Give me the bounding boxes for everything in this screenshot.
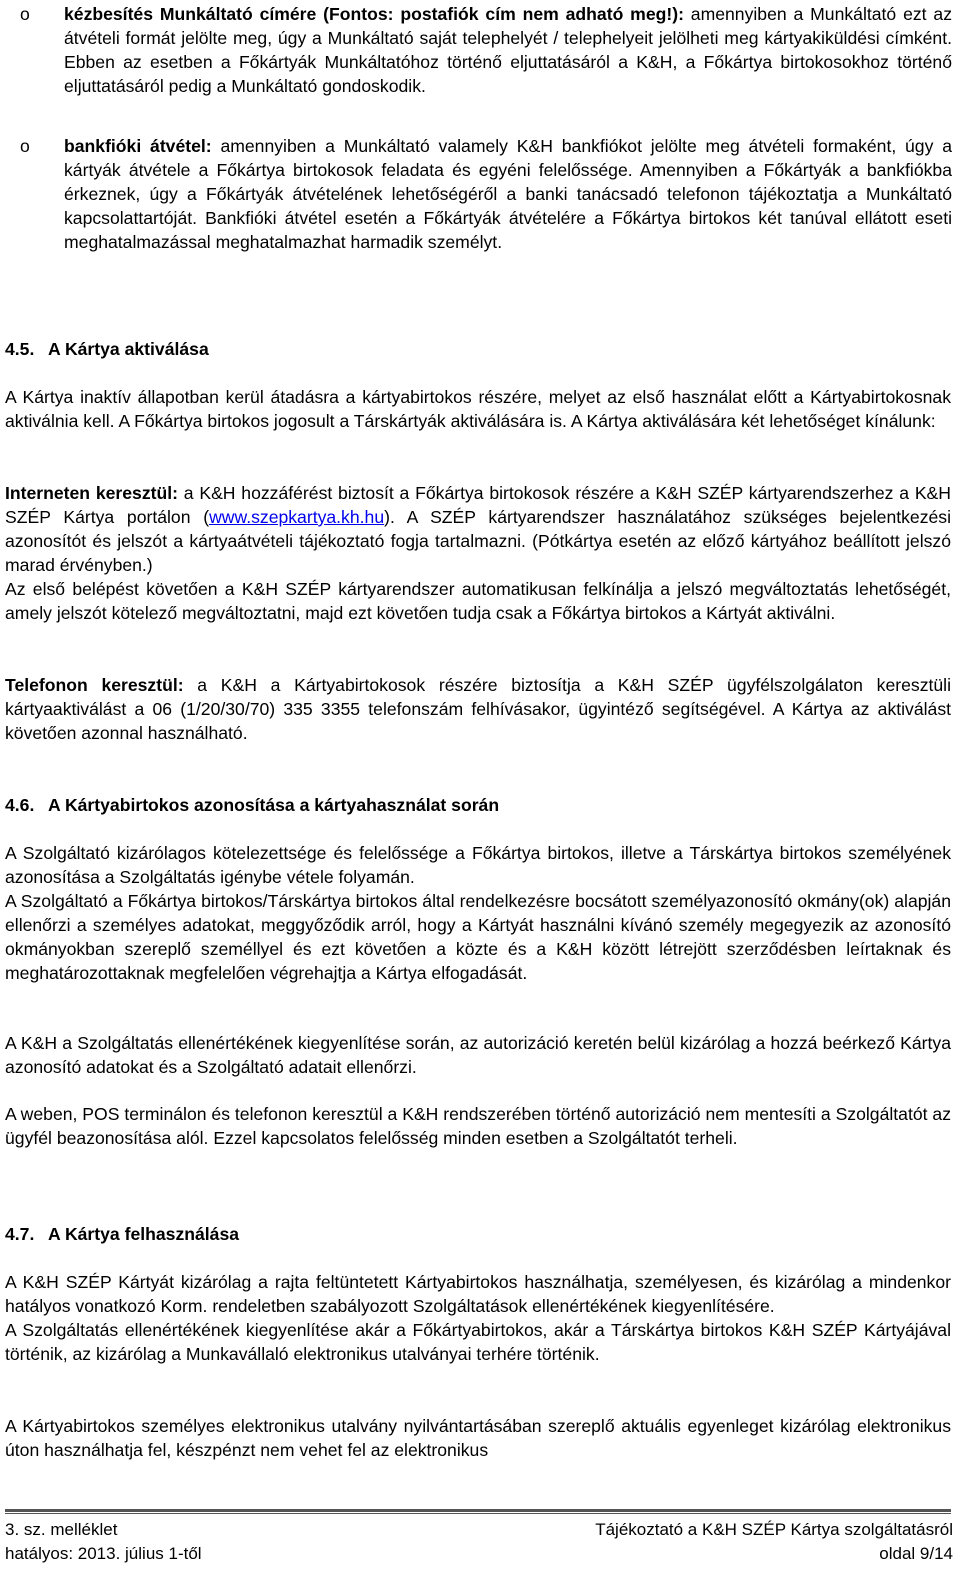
footer-page-number: oldal 9/14 xyxy=(879,1544,953,1563)
section-heading-4-5 xyxy=(5,337,951,361)
paragraph-text: A Szolgáltató kizárólagos kötelezettsége és felelőssége a Főkártya birtokos, illetve a Társkártya birtokos személyének azonosítása a Szolgáltatás igénybe vétele folyamán. xyxy=(5,843,951,887)
paragraph-lead: Interneten keresztül: xyxy=(5,483,178,503)
section-title: A Kártyabirtokos azonosítása a kártyahasználat során xyxy=(48,795,500,815)
footer-rule xyxy=(5,1509,951,1512)
paragraph xyxy=(5,385,951,433)
paragraph xyxy=(5,481,951,625)
paragraph-text: A Szolgáltató a Főkártya birtokos/Társkártya birtokos által rendelkezésre bocsátott személyazonosító okmány(ok) alapján ellenőrzi a személyes adatokat, meggyőződik arról, hogy a Kártyát használni kívánó személy megegyezik az azonosító okmányokban szereplő személlyel és ezt követően a közte és a K&H között létrejött szerződésben leírtaknak és meghatározottaknak megfelelően végrehajtja a Kártya elfogadását. xyxy=(5,891,951,983)
section-number: 4.6. xyxy=(5,795,35,815)
bullet-heading: kézbesítés Munkáltató címére (Fontos: postafiók cím nem adható meg!): xyxy=(64,4,684,24)
paragraph xyxy=(5,841,951,985)
footer-rule-thin xyxy=(5,1513,951,1514)
paragraph-text: A weben, POS terminálon és telefonon keresztül a K&H rendszerében történő autorizáció nem mentesíti a Szolgáltatót az ügyfél beazonosítása alól. Ezzel kapcsolatos felelősség minden esetben a Szolgáltatót terheli. xyxy=(5,1104,951,1148)
bullet-body: amennyiben a Munkáltató valamely K&H bankfiókot jelölte meg átvételi formaként, úgy a kártyák átvétele a Főkártya birtokosok feladata és egyéni felelőssége. Amennyiben a Főkártyák a bankfiókba érkeznek, úgy a Főkártyák átvételének lehetőségéről a banki tanácsadó telefonon tájékoztatja a Munkáltató kapcsolattartóját. Bankfióki átvétel esetén a Főkártyák átvételére a Főkártya birtokos két tanúval ellátott eseti meghatalmazással meghatalmazhat harmadik személyt. xyxy=(64,136,952,252)
paragraph xyxy=(5,1270,951,1366)
section-number: 4.7. xyxy=(5,1224,35,1244)
footer-effective-date: hatályos: 2013. július 1-től xyxy=(5,1544,202,1563)
paragraph-text: A Kártya inaktív állapotban kerül átadásra a kártyabirtokos részére, melyet az első használat előtt a Kártyabirtokosnak aktiválnia kell. A Főkártya birtokos jogosult a Társkártyák aktiválására is. A Kártya aktiválására két lehetőséget kínálunk: xyxy=(5,387,951,431)
bullet-body: amennyiben a Munkáltató ezt az átvételi formát jelölte meg, úgy a Munkáltató saját telephelyét / telephelyeit jelölheti meg kártyakiküldési címként. Ebben az esetben a Főkártyák Munkáltatóhoz történő eljuttatásáról a K&H, a Főkártya birtokosokhoz történő eljuttatásáról pedig a Munkáltató gondoskodik. xyxy=(64,4,952,96)
paragraph-text: A K&H SZÉP Kártyát kizárólag a rajta feltüntetett Kártyabirtokos használhatja, személyesen, és kizárólag a mindenkor hatályos vonatkozó Korm. rendeletben szabályozott Szolgáltatások ellenértékének kiegyenlítésére. xyxy=(5,1272,951,1316)
footer-doc-title: Tájékoztató a K&H SZÉP Kártya szolgáltatásról xyxy=(595,1520,953,1539)
paragraph-text: ). A SZÉP kártyarendszer használatához szükséges bejelentkezési azonosítót és jelszót a kártyaátvételi tájékoztató fogja tartalmazni. (Pótkártya esetén az előző kártyához beállított jelszó marad érvényben.) xyxy=(5,507,951,575)
paragraph xyxy=(5,1102,951,1150)
footer-annex: 3. sz. melléklet xyxy=(5,1520,118,1539)
portal-link[interactable]: www.szepkartya.kh.hu xyxy=(209,507,385,527)
paragraph-text: A Kártyabirtokos személyes elektronikus utalvány nyilvántartásában szereplő aktuális egyenleget kizárólag elektronikus úton használhatja fel, készpénzt nem vehet fel az elektronikus xyxy=(5,1416,951,1460)
bullet-item-kezbesites xyxy=(64,2,952,98)
section-heading-4-6 xyxy=(5,793,951,817)
bullet-marker: o xyxy=(20,136,30,156)
section-heading-4-7 xyxy=(5,1222,951,1246)
section-title: A Kártya aktiválása xyxy=(48,339,209,359)
paragraph-text: A K&H a Szolgáltatás ellenértékének kiegyenlítése során, az autorizáció keretén belül kizárólag a hozzá beérkező Kártya azonosító adatokat és a Szolgáltató adatait ellenőrzi. xyxy=(5,1033,951,1077)
paragraph-text: A Szolgáltatás ellenértékének kiegyenlítése akár a Főkártyabirtokos, akár a Társkártya birtokos K&H SZÉP Kártyájával történik, az kizárólag a Munkavállaló elektronikus utalványai terhére történik. xyxy=(5,1320,951,1364)
paragraph-lead: Telefonon keresztül: xyxy=(5,675,184,695)
section-title: A Kártya felhasználása xyxy=(48,1224,240,1244)
bullet-heading: bankfióki átvétel: xyxy=(64,136,212,156)
paragraph xyxy=(5,1031,951,1079)
bullet-marker: o xyxy=(20,4,30,24)
paragraph-text: Az első belépést követően a K&H SZÉP kártyarendszer automatikusan felkínálja a jelszó megváltoztatás lehetőségét, amely jelszót kötelező megváltoztatni, majd ezt követően tudja csak a Főkártya birtokos a Kártyát aktiválni. xyxy=(5,579,951,623)
section-number: 4.5. xyxy=(5,339,35,359)
paragraph xyxy=(5,1414,951,1462)
paragraph-text: a K&H a Kártyabirtokosok részére biztosítja a K&H SZÉP ügyfélszolgálaton keresztüli kártyaaktiválást a 06 (1/20/30/70) 335 3355 telefonszám felhívásakor, ügyintéző segítségével. A Kártya az aktiválást követően azonnal használható. xyxy=(5,675,951,743)
paragraph-text: a K&H hozzáférést biztosít a Főkártya birtokosok részére a K&H SZÉP kártyarendszerhez a K&H SZÉP Kártya portálon ( xyxy=(5,483,951,527)
bullet-item-bankfioki xyxy=(64,134,952,254)
paragraph xyxy=(5,673,951,745)
